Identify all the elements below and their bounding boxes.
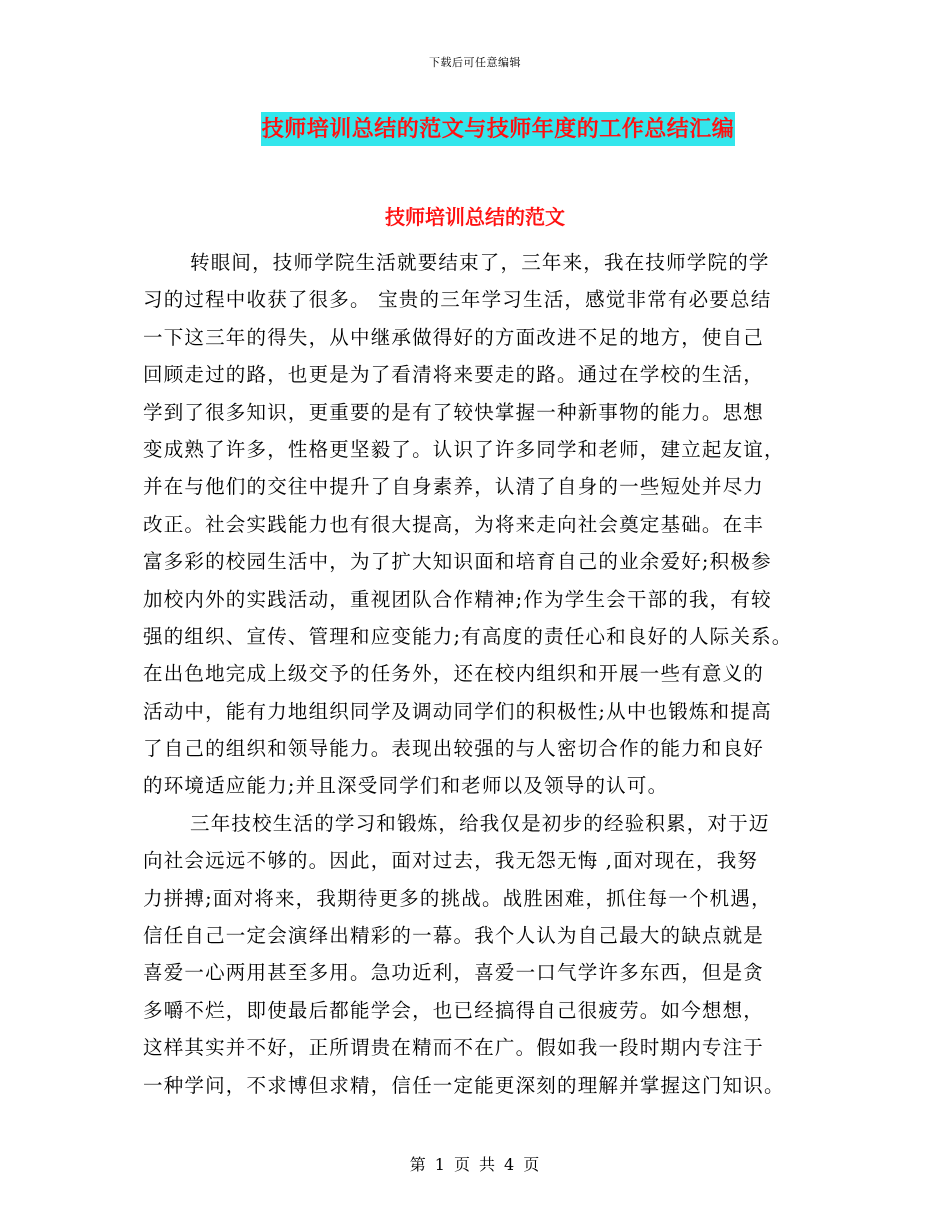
paragraph-line: 信任自己一定会演绎出精彩的一幕。我个人认为自己最大的缺点就是 <box>143 924 765 948</box>
paragraph-line: 加校内外的实践活动，重视团队合作精神;作为学生会干部的我，有较 <box>143 587 772 611</box>
total-unit: 页 <box>523 1155 541 1174</box>
paragraph-line: 力拼搏;面对将来，我期待更多的挑战。战胜困难，抓住每一个机遇， <box>143 886 772 910</box>
total-pages: 4 <box>504 1155 516 1174</box>
paragraph-line: 学到了很多知识，更重要的是有了较快掌握一种新事物的能力。思想 <box>143 400 765 424</box>
paragraph-line: 转眼间，技师学院生活就要结束了，三年来，我在技师学院的学 <box>190 251 770 274</box>
paragraph-line: 一下这三年的得失，从中继承做得好的方面改进不足的地方，使自己 <box>143 325 765 349</box>
body-text <box>143 244 833 1104</box>
page-label: 第 <box>409 1155 427 1174</box>
header-note: 下载后可任意编辑 <box>429 56 521 69</box>
paragraph-line: 向社会远远不够的。因此，面对过去，我无怨无悔 ,面对现在，我努 <box>143 849 759 873</box>
paragraph-line: 在出色地完成上级交予的任务外，还在校内组织和开展一些有意义的 <box>143 662 765 686</box>
paragraph-line: 三年技校生活的学习和锻炼，给我仅是初步的经验积累，对于迈 <box>190 811 770 835</box>
main-title: 技师培训总结的范文与技师年度的工作总结汇编 <box>261 112 736 146</box>
paragraph-line: 喜爱一心两用甚至多用。急功近利，喜爱一口气学许多东西，但是贪 <box>143 961 765 985</box>
paragraph-line: 改正。社会实践能力也有很大提高，为将来走向社会奠定基础。在丰 <box>143 512 765 536</box>
paragraph-line: 的环境适应能力;并且深受同学们和老师以及领导的认可。 <box>143 774 669 798</box>
page-unit: 页 <box>453 1155 471 1174</box>
paragraph-line: 富多彩的校园生活中，为了扩大知识面和培育自己的业余爱好;积极参 <box>143 550 772 574</box>
paragraph-line: 了自己的组织和领导能力。表现出较强的与人密切合作的能力和良好 <box>143 737 765 761</box>
paragraph-line: 一种学问，不求博但求精，信任一定能更深刻的理解并掌握这门知识。 <box>143 1073 785 1097</box>
page-footer <box>0 1152 950 1175</box>
paragraph-line: 变成熟了许多，性格更坚毅了。认识了许多同学和老师，建立起友谊， <box>143 437 785 461</box>
paragraph-line: 活动中，能有力地组织同学及调动同学们的积极性;从中也锻炼和提高 <box>143 699 772 723</box>
section-title: 技师培训总结的范文 <box>385 205 565 229</box>
paragraph-line: 强的组织、宣传、管理和应变能力;有高度的责任心和良好的人际关系。 <box>143 624 793 648</box>
paragraph-line: 回顾走过的路，也更是为了看清将来要走的路。通过在学校的生活， <box>143 363 765 387</box>
page-number: 1 <box>434 1155 446 1174</box>
paragraph-line: 多嚼不烂，即使最后都能学会，也已经搞得自己很疲劳。如今想想， <box>143 998 765 1022</box>
main-title-wrap <box>0 112 950 146</box>
total-label: 共 <box>479 1155 497 1174</box>
paragraph-line: 这样其实并不好，正所谓贵在精而不在广。假如我一段时期内专注于 <box>143 1036 765 1060</box>
paragraph-line: 习的过程中收获了很多。 宝贵的三年学习生活，感觉非常有必要总结 <box>143 288 772 312</box>
paragraph-line: 并在与他们的交往中提升了自身素养，认清了自身的一些短处并尽力 <box>143 475 765 499</box>
